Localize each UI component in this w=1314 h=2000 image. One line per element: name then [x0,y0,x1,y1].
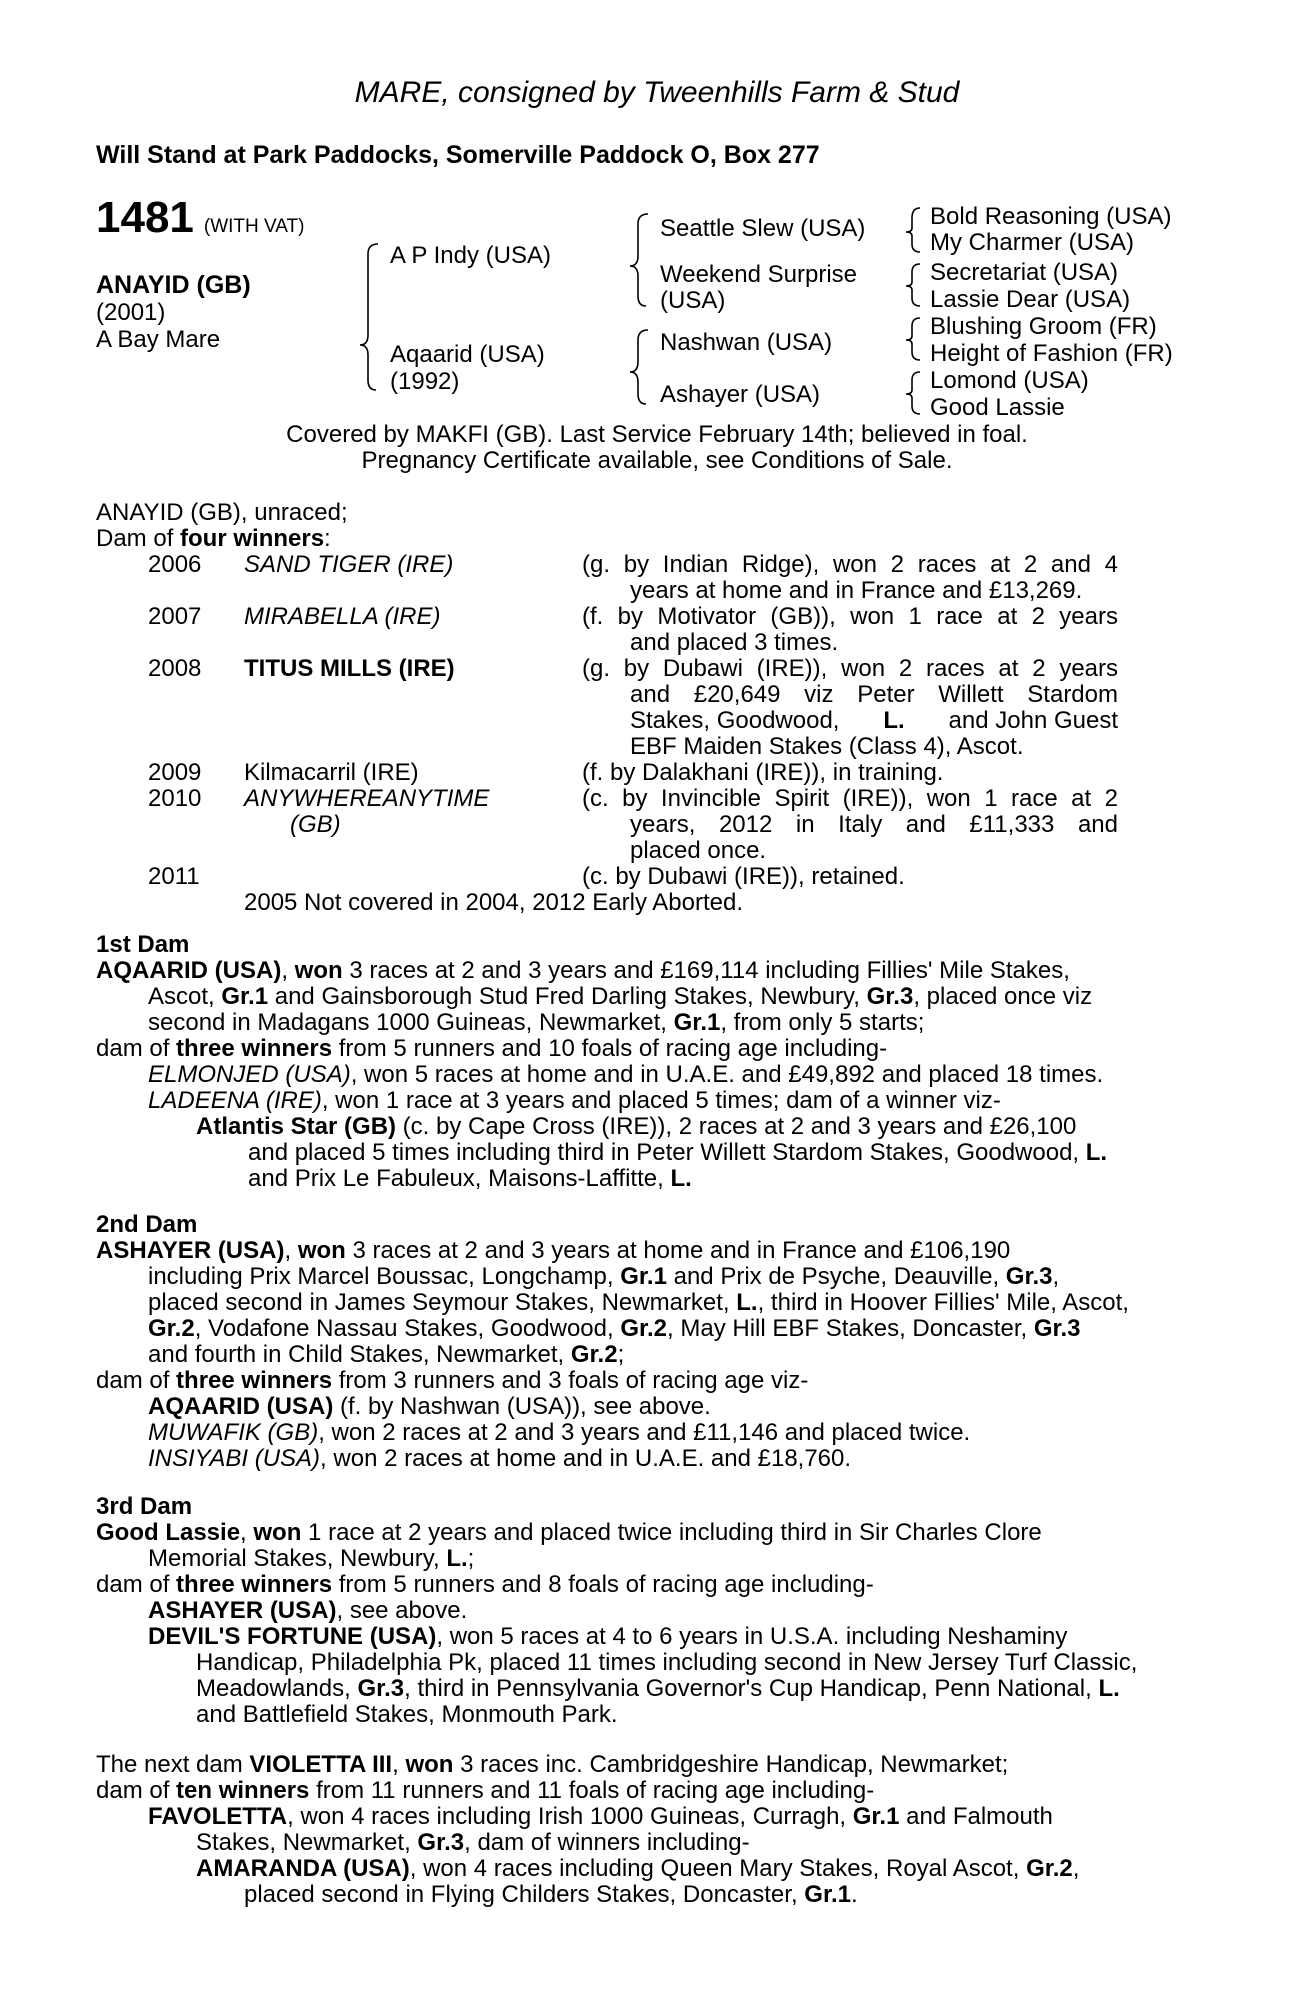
pedigree-dam-year: (1992) [390,368,460,395]
produce-year: 2009 [148,759,202,786]
dam1-offspring: LADEENA (IRE), won 1 race at 3 years and placed 5 times; dam of a winner viz- [148,1087,1001,1114]
dam1-line1: AQAARID (USA), won 3 races at 2 and 3 years and £169,114 including Fillies' Mile Stakes, [96,957,1070,984]
pedigree-sd-country: (USA) [660,287,726,314]
dam1-line4: dam of three winners from 5 runners and 10 foals of racing age including- [96,1035,888,1062]
produce-detail: (f. by Motivator (GB)), won 1 race at 2 years [582,603,1118,630]
pedigree-ddd: Good Lassie [930,394,1065,421]
produce-detail: and placed 3 times. [630,629,839,656]
pedigree-sd: Weekend Surprise [660,261,857,288]
dam1-line2: Ascot, Gr.1 and Gainsborough Stud Fred Darling Stakes, Newbury, Gr.3, placed once viz [148,983,1093,1010]
nextdam-grand-offspring: AMARANDA (USA), won 4 races including Queen Mary Stakes, Royal Ascot, Gr.2, [196,1855,1080,1882]
produce-year: 2006 [148,551,202,578]
dam3-title: 3rd Dam [96,1493,193,1520]
brace-dd [906,372,920,414]
vat-note: (WITH VAT) [203,216,305,237]
brace-ss [906,208,920,252]
pregnancy-note: Pregnancy Certificate available, see Conditions of Sale. [361,447,953,474]
produce-detail: (g. by Indian Ridge), won 2 races at 2 and 4 [582,551,1118,578]
produce-year: 2008 [148,655,202,682]
dam3-line2: Memorial Stakes, Newbury, L.; [148,1545,475,1572]
horse-desc: A Bay Mare [96,326,221,353]
produce-dam-of: Dam of four winners: [96,525,331,552]
pedigree-sire: A P Indy (USA) [390,242,551,269]
brace-ds [906,318,920,360]
dam2-line5: and fourth in Child Stakes, Newmarket, Gr.2; [148,1341,625,1368]
pedigree-sss: Bold Reasoning (USA) [930,203,1172,230]
produce-name: SAND TIGER (IRE) [244,551,454,578]
produce-detail: Stakes, Goodwood, L. and John Guest [630,707,1118,734]
produce-name: Kilmacarril (IRE) [244,759,419,786]
produce-detail: placed once. [630,837,767,864]
pedigree-ds: Nashwan (USA) [660,329,833,356]
produce-detail: (c. by Invincible Spirit (IRE)), won 1 race at 2 [582,785,1118,812]
pedigree-ss: Seattle Slew (USA) [660,215,866,242]
pedigree-sds: Secretariat (USA) [930,259,1119,286]
dam2-line2: including Prix Marcel Boussac, Longchamp, Gr.1 and Prix de Psyche, Deauville, Gr.3, [148,1263,1060,1290]
brace-gen1 [360,244,378,390]
nextdam-line2: dam of ten winners from 11 runners and 11 foals of racing age including- [96,1777,875,1804]
dam2-offspring: MUWAFIK (GB), won 2 races at 2 and 3 years and £11,146 and placed twice. [148,1419,971,1446]
produce-year: 2007 [148,603,202,630]
dam3-line3: dam of three winners from 5 runners and 8 foals of racing age including- [96,1571,874,1598]
dam3-line1: Good Lassie, won 1 race at 2 years and placed twice including third in Sir Charles Clore [96,1519,1042,1546]
produce-intro: ANAYID (GB), unraced; [96,499,348,526]
dam2-line3: placed second in James Seymour Stakes, Newmarket, L., third in Hoover Fillies' Mile, Ascot, [148,1289,1129,1316]
pedigree-dds: Lomond (USA) [930,367,1089,394]
brace-sire [630,214,648,306]
dam3-offspring-cont: Meadowlands, Gr.3, third in Pennsylvania Governor's Cup Handicap, Penn National, L. [196,1675,1120,1702]
nextdam-line1: The next dam VIOLETTA III, won 3 races inc. Cambridgeshire Handicap, Newmarket; [96,1751,1009,1778]
pedigree-dss: Blushing Groom (FR) [930,313,1157,340]
produce-detail: (f. by Dalakhani (IRE)), in training. [582,759,944,786]
produce-detail: (g. by Dubawi (IRE)), won 2 races at 2 years [582,655,1118,682]
dam3-offspring-cont: Handicap, Philadelphia Pk, placed 11 times including second in New Jersey Turf Classic, [196,1649,1138,1676]
produce-detail: EBF Maiden Stakes (Class 4), Ascot. [630,733,1024,760]
dam1-line3: second in Madagans 1000 Guineas, Newmarket, Gr.1, from only 5 starts; [148,1009,925,1036]
dam2-line4: Gr.2, Vodafone Nassau Stakes, Goodwood, Gr.2, May Hill EBF Stakes, Doncaster, Gr.3 [148,1315,1081,1342]
dam1-title: 1st Dam [96,931,190,958]
stand-location: Will Stand at Park Paddocks, Somerville Paddock O, Box 277 [96,141,820,169]
dam1-offspring: ELMONJED (USA), won 5 races at home and in U.A.E. and £49,892 and placed 18 times. [148,1061,1104,1088]
produce-name: TITUS MILLS (IRE) [244,655,455,682]
pedigree-ssd: My Charmer (USA) [930,229,1135,256]
dam2-title: 2nd Dam [96,1211,198,1238]
produce-year: 2010 [148,785,202,812]
produce-note: 2005 Not covered in 2004, 2012 Early Aborted. [244,889,744,916]
pedigree-dd: Ashayer (USA) [660,381,821,408]
dam1-grand-offspring: and placed 5 times including third in Peter Willett Stardom Stakes, Goodwood, L. [248,1139,1108,1166]
horse-year: (2001) [96,299,166,326]
dam1-grand-offspring: and Prix Le Fabuleux, Maisons-Laffitte, L. [248,1165,692,1192]
dam3-offspring: DEVIL'S FORTUNE (USA), won 5 races at 4 to 6 years in U.S.A. including Neshaminy [148,1623,1068,1650]
brace-sd [906,264,920,306]
produce-year: 2011 [148,863,200,890]
produce-detail: (c. by Dubawi (IRE)), retained. [582,863,905,890]
dam2-line6: dam of three winners from 3 runners and 3 foals of racing age viz- [96,1367,809,1394]
pedigree-sdd: Lassie Dear (USA) [930,286,1131,313]
lot-number: 1481 [96,193,194,242]
dam2-offspring: INSIYABI (USA), won 2 races at home and in U.A.E. and £18,760. [148,1445,852,1472]
dam2-offspring: AQAARID (USA) (f. by Nashwan (USA)), see above. [148,1393,711,1420]
nextdam-offspring-cont: Stakes, Newmarket, Gr.3, dam of winners including- [196,1829,750,1856]
produce-name: MIRABELLA (IRE) [244,603,441,630]
produce-name: ANYWHEREANYTIME [244,785,490,812]
horse-name: ANAYID (GB) [96,271,251,299]
produce-name-country: (GB) [290,811,341,838]
dam3-offspring-cont: and Battlefield Stakes, Monmouth Park. [196,1701,618,1728]
produce-detail: and £20,649 viz Peter Willett Stardom [630,681,1118,708]
dam2-line1: ASHAYER (USA), won 3 races at 2 and 3 years at home and in France and £106,190 [96,1237,1011,1264]
brace-dam [630,330,648,404]
covered-note: Covered by MAKFI (GB). Last Service February 14th; believed in foal. [286,421,1028,448]
produce-detail: years, 2012 in Italy and £11,333 and [630,811,1118,838]
produce-detail: years at home and in France and £13,269. [630,577,1083,604]
dam3-offspring: ASHAYER (USA), see above. [148,1597,468,1624]
consignor-header: MARE, consigned by Tweenhills Farm & Stud [354,76,960,109]
nextdam-offspring: FAVOLETTA, won 4 races including Irish 1000 Guineas, Curragh, Gr.1 and Falmouth [148,1803,1053,1830]
pedigree-dsd: Height of Fashion (FR) [930,340,1173,367]
nextdam-grand-offspring-cont: placed second in Flying Childers Stakes, Doncaster, Gr.1. [244,1881,858,1908]
pedigree-dam: Aqaarid (USA) [390,341,545,368]
dam1-grand-offspring: Atlantis Star (GB) (c. by Cape Cross (IRE)), 2 races at 2 and 3 years and £26,100 [196,1113,1077,1140]
